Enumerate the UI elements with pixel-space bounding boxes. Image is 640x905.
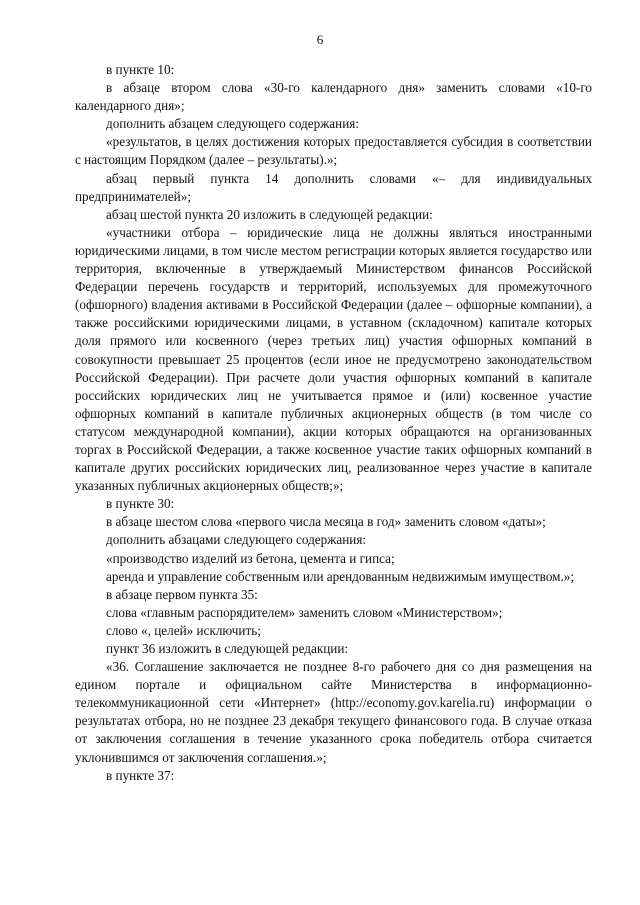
paragraph-18: в пункте 37:: [106, 767, 175, 783]
paragraph-7: «участники отбора – юридические лица не должны являться иностранными юридическими лицами, в том числе местом регистрации которых является государство или территория, включенные в утверждаемый Министерством финансов Российской Федерации перечень государств и территорий, используемых для промежуточного (офшорного) владения активами в Российской Федерации (далее – офшорные компании), а также российскими юридическими лицами, в уставном (складочном) капитале которых доля прямого или косвенного (через третьих лиц) участия офшорных компаний в совокупности превышает 25 процентов (если иное не предусмотрено законодательством Российской Федерации). При расчете доли участия офшорных компаний в капитале российских юридических лиц не учитывается прямое и (или) косвенное участие офшорных компаний в капитале публичных акционерных обществ (в том числе со статусом международной компании), акции которых обращаются на организованных торгах в Российской Федерации, а также косвенное участие таких офшорных компаний в капитале других российских юридических лиц, реализованное через участие в капитале указанных публичных акционерных обществ;»;: [75, 224, 592, 494]
paragraph-13: в абзаце первом пункта 35:: [106, 586, 258, 602]
paragraph-12: аренда и управление собственным или арендованным недвижимым имуществом.»;: [106, 568, 575, 584]
paragraph-2: в абзаце втором слова «30-го календарного дня» заменить словами «10-го календарного дня»;: [75, 80, 592, 114]
paragraph-9: в абзаце шестом слова «первого числа месяца в год» заменить словом «даты»;: [106, 514, 546, 530]
paragraph-10: дополнить абзацами следующего содержания:: [106, 532, 367, 548]
paragraph-16: пункт 36 изложить в следующей редакции:: [106, 641, 349, 656]
paragraph-17: «36. Соглашение заключается не позднее 8-го рабочего дня со дня размещения на едином портале и официальном сайте Министерства в информационно-телекоммуникационной сети «Интернет» (http://economy.gov.karelia.ru) информации о результатах отбора, но не позднее 23 декабря текущего финансового года. В случае отказа от заключения соглашения в течение указанного срока победитель отбора считается уклонившимся от заключения соглашения.»;: [75, 659, 592, 765]
paragraph-5: абзац первый пункта 14 дополнить словами «– для индивидуальных предпринимателей»;: [75, 170, 592, 204]
page-number: 6: [316, 32, 324, 47]
paragraph-14: слова «главным распорядителем» заменить словом «Министерством»;: [106, 604, 503, 620]
paragraph-15: слово «, целей» исключить;: [106, 622, 261, 638]
paragraph-11: «производство изделий из бетона, цемента и гипса;: [106, 550, 395, 566]
paragraph-1: в пункте 10:: [106, 62, 175, 77]
paragraph-6: абзац шестой пункта 20 изложить в следующей редакции:: [106, 206, 433, 222]
paragraph-4: «результатов, в целях достижения которых предоставляется субсидия в соответствии с настоящим Порядком (далее – результаты).»;: [75, 134, 592, 168]
paragraph-8: в пункте 30:: [106, 496, 175, 512]
document-body: [75, 61, 592, 785]
paragraph-3: дополнить абзацем следующего содержания:: [106, 116, 360, 132]
